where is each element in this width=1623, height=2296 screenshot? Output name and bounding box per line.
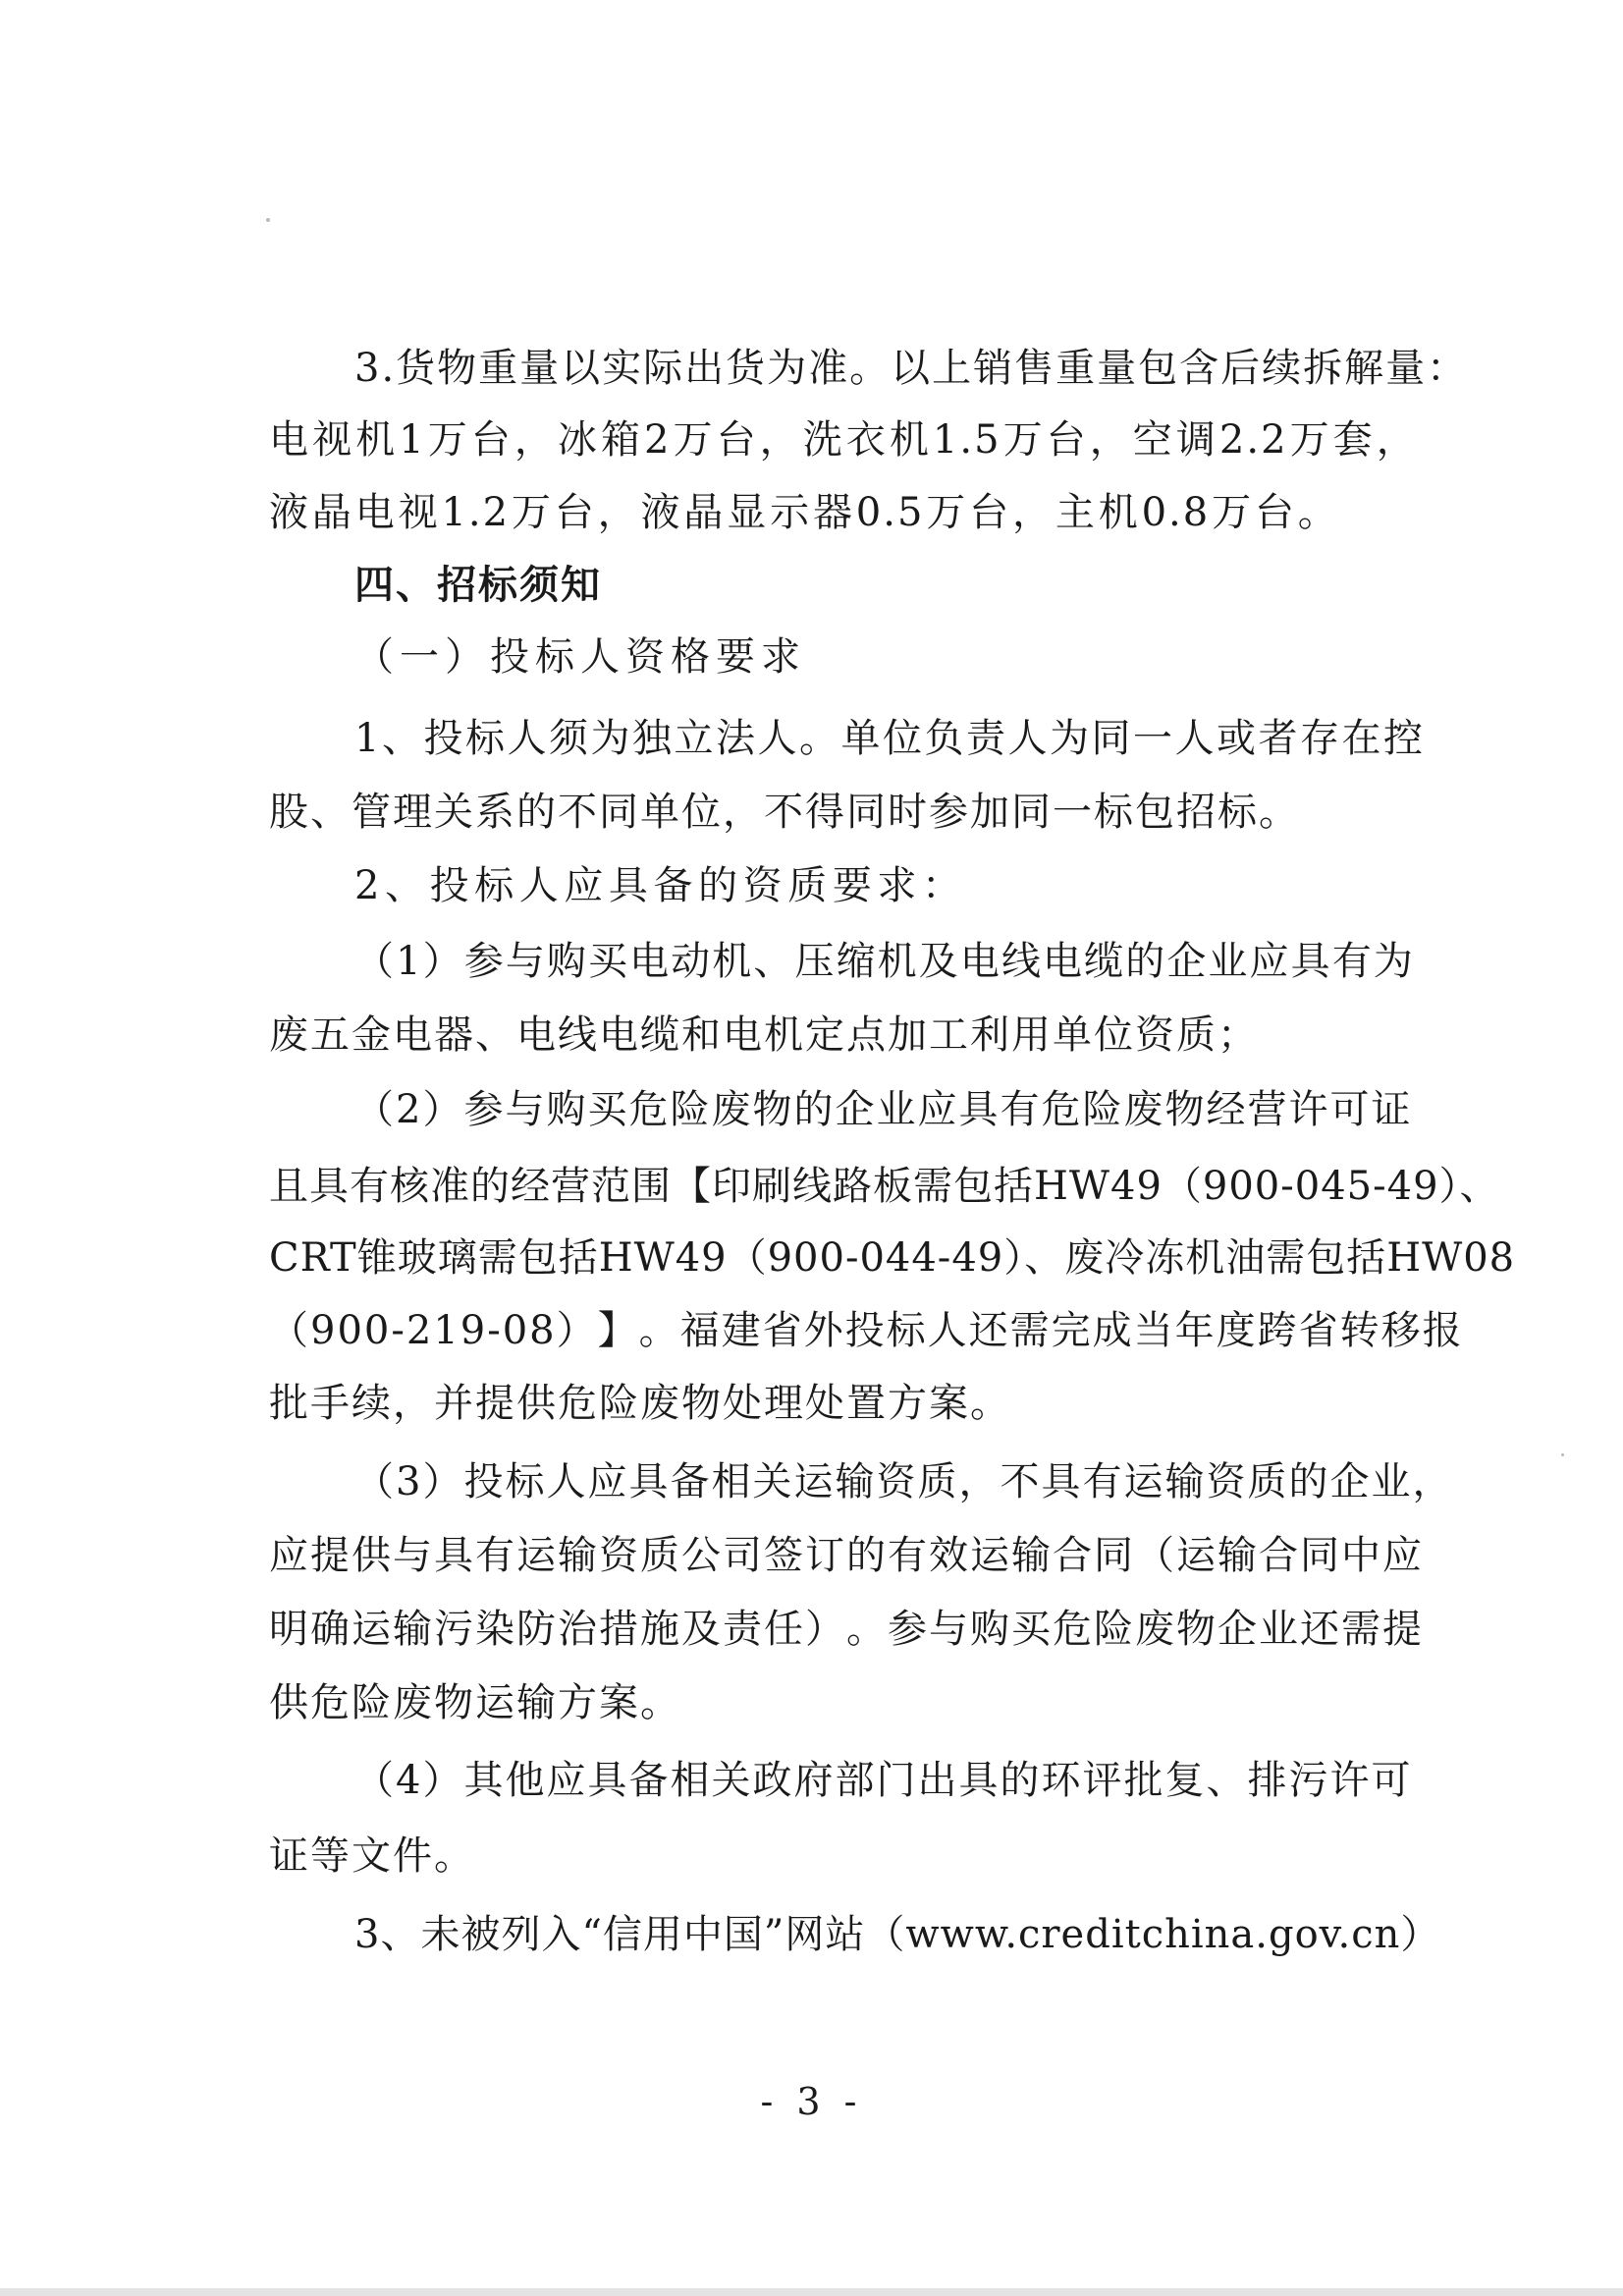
subsection-heading: （一）投标人资格要求	[354, 634, 806, 680]
paragraph-line: （ 3 ） 投 标 人 应 具 备 相 关 运 输 资 质 ， 不 具 有 运 输 资 质 的 企 业 ，	[354, 1459, 1454, 1504]
paragraph-line: 1 、 投 标 人 须 为 独 立 法 人 。 单 位 负 责 人 为 同 一 人 或 者 存 在 控	[354, 716, 1425, 761]
scan-speck	[266, 218, 270, 222]
paragraph-line: （ 4 ） 其 他 应 具 备 相 关 政 府 部 门 出 具 的 环 评 批 复 、 排 污 许 可	[354, 1758, 1413, 1803]
paragraph-line: 批 手 续 ， 并 提 供 危 险 废 物 处 理 处 置 方 案 。	[269, 1381, 1011, 1426]
paragraph-line: （ 1 ） 参 与 购 买 电 动 机 、 压 缩 机 及 电 线 电 缆 的 企 业 应 具 有 为	[354, 939, 1415, 984]
paragraph-line: 股 、 管 理 关 系 的 不 同 单 位 ， 不 得 同 时 参 加 同 一 标 包 招 标 。	[269, 790, 1300, 835]
paragraph-line: 3. 货 物 重 量 以 实 际 出 货 为 准 。 以 上 销 售 重 量 包 含 后 续 拆 解 量 ：	[354, 346, 1469, 391]
scan-edge	[0, 2288, 1623, 2296]
paragraph-line: 2 、 投 标 人 应 具 备 的 资 质 要 求 ：	[354, 863, 963, 908]
paragraph-line: 证 等 文 件 。	[269, 1833, 475, 1879]
paragraph-line: 电 视 机 1 万 台 ， 冰 箱 2 万 台 ， 洗 衣 机 1.5 万 台 ， 空 调 2.2 万 套 ，	[269, 417, 1418, 463]
paragraph-line: 明 确 运 输 污 染 防 治 措 施 及 责 任 ） 。 参 与 购 买 危 险 废 物 企 业 还 需 提	[269, 1607, 1424, 1652]
paragraph-line: 应 提 供 与 具 有 运 输 资 质 公 司 签 订 的 有 效 运 输 合 同 （ 运 输 合 同 中 应	[269, 1533, 1424, 1578]
page-number: - 3 -	[760, 2080, 863, 2123]
paragraph-line: 3、未被列入“信用中国”网站（www.creditchina.gov.cn）	[354, 1912, 1441, 1957]
paragraph-line: CRT锥玻璃需包括HW49（900-044-49）、废冷冻机油需包括HW08	[269, 1235, 1516, 1281]
scan-speck	[1561, 1453, 1564, 1456]
paragraph-line: 废 五 金 电 器 、 电 线 电 缆 和 电 机 定 点 加 工 利 用 单 位 资 质 ；	[269, 1012, 1259, 1058]
paragraph-line: 液 晶 电 视 1.2 万 台 ， 液 晶 显 示 器 0.5 万 台 ， 主 机 0.8 万 台 。	[269, 490, 1339, 535]
paragraph-line: 供 危 险 废 物 运 输 方 案 。	[269, 1680, 681, 1725]
paragraph-line: 且具有核准的经营范围【印刷线路板需包括HW49（900-045-49）、	[269, 1164, 1500, 1209]
paragraph-line: （ 2 ） 参 与 购 买 危 险 废 物 的 企 业 应 具 有 危 险 废 物 经 营 许 可 证	[354, 1087, 1413, 1132]
paragraph-line: （ 900-219-08 ） 】 。 福 建 省 外 投 标 人 还 需 完 成 当 年 度 跨 省 转 移 报	[269, 1308, 1464, 1353]
section-heading: 四、招标须知	[354, 563, 602, 608]
